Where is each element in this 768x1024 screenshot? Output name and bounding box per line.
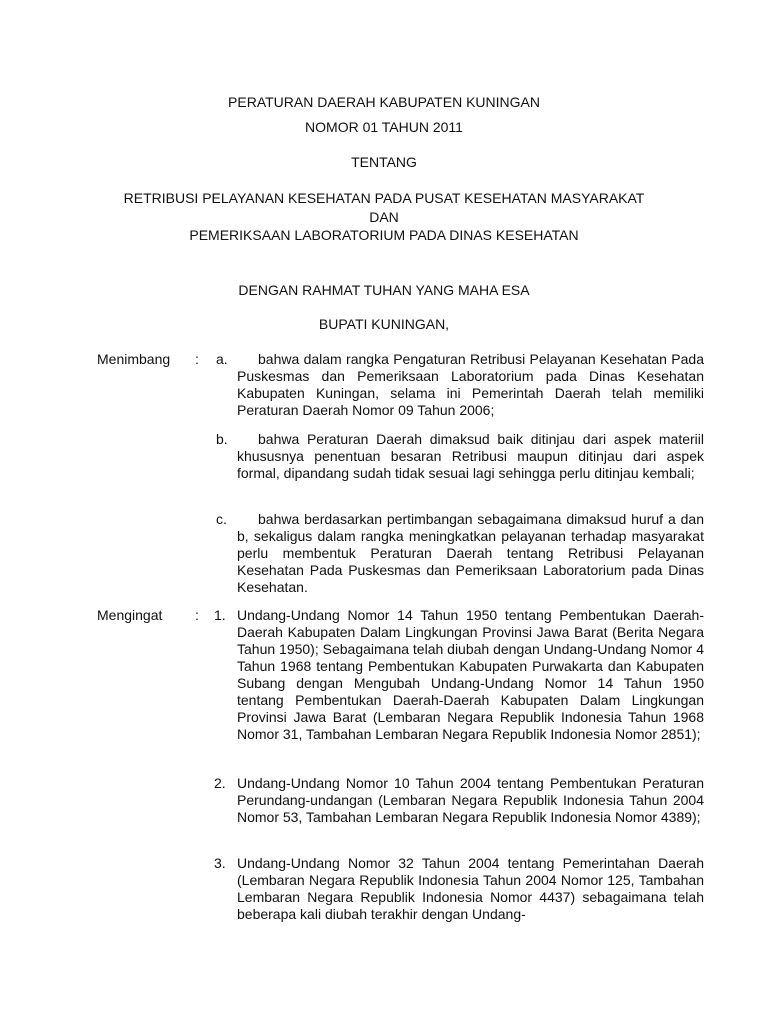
menimbang-label: Menimbang: [97, 351, 171, 367]
mengingat-marker-2: 2.: [214, 775, 226, 791]
regulation-title: PERATURAN DAERAH KABUPATEN KUNINGAN: [228, 94, 540, 110]
tentang-heading: TENTANG: [351, 154, 417, 170]
mengingat-marker-3: 3.: [214, 855, 226, 871]
menimbang-marker-a: a.: [216, 351, 228, 367]
mengingat-label: Mengingat: [97, 607, 163, 623]
regulation-number: NOMOR 01 TAHUN 2011: [305, 119, 463, 135]
menimbang-item-a: bahwa dalam rangka Pengaturan Retribusi Pelayanan Kesehatan Pada Puskesmas dan Pemeriksaan Laboratorium pada Dinas Kesehatan Kabupaten Kuningan, selama ini Pemerintah Daerah telah memiliki Peraturan Daerah Nomor 09 Tahun 2006;: [237, 351, 704, 418]
subject-line-3: PEMERIKSAAN LABORATORIUM PADA DINAS KESEHATAN: [189, 227, 579, 243]
menimbang-item-c: bahwa berdasarkan pertimbangan sebagaimana dimaksud huruf a dan b, sekaligus dalam rangka meningkatkan pelayanan terhadap masyarakat perlu membentuk Peraturan Daerah tentang Retribusi Pelayanan Kesehatan Pada Puskesmas dan Pemeriksaan Laboratorium pada Dinas Kesehatan.: [237, 511, 704, 595]
subject-line-2: DAN: [369, 209, 399, 225]
mengingat-colon: :: [195, 607, 199, 623]
menimbang-item-b: bahwa Peraturan Daerah dimaksud baik ditinjau dari aspek materiil khususnya penentuan besaran Retribusi maupun ditinjau dari aspek formal, dipandang sudah tidak sesuai lagi sehingga perlu ditinjau kembali;: [237, 431, 704, 481]
menimbang-colon: :: [195, 351, 199, 367]
mengingat-marker-1: 1.: [214, 607, 226, 623]
menimbang-marker-b: b.: [216, 431, 228, 447]
mengingat-item-2: Undang-Undang Nomor 10 Tahun 2004 tentang Pembentukan Peraturan Perundang-undangan (Lembaran Negara Republik Indonesia Tahun 2004 Nomor 53, Tambahan Lembaran Negara Republik Indonesia Nomor 4389);: [237, 775, 704, 825]
bupati-line: BUPATI KUNINGAN,: [318, 316, 450, 332]
mengingat-item-3: Undang-Undang Nomor 32 Tahun 2004 tentang Pemerintahan Daerah (Lembaran Negara Republik Indonesia Tahun 2004 Nomor 125, Tambahan Lembaran Negara Republik Indonesia Nomor 4437) sebagaimana telah beberapa kali diubah terakhir dengan Undang-: [237, 855, 704, 922]
subject-line-1: RETRIBUSI PELAYANAN KESEHATAN PADA PUSAT KESEHATAN MASYARAKAT: [123, 190, 645, 206]
rahmat-line: DENGAN RAHMAT TUHAN YANG MAHA ESA: [238, 282, 530, 298]
menimbang-marker-c: c.: [216, 511, 227, 527]
mengingat-item-1: Undang-Undang Nomor 14 Tahun 1950 tentang Pembentukan Daerah-Daerah Kabupaten Dalam Lingkungan Provinsi Jawa Barat (Berita Negara Tahun 1950); Sebagaimana telah diubah dengan Undang-Undang Nomor 4 Tahun 1968 tentang Pembentukan Kabupaten Purwakarta dan Kabupaten Subang dengan Mengubah Undang-Undang Nomor 14 Tahun 1950 tentang Pembentukan Daerah-Daerah Kabupaten Dalam Lingkungan Provinsi Jawa Barat (Lembaran Negara Republik Indonesia Tahun 1968 Nomor 31, Tambahan Lembaran Negara Republik Indonesia Nomor 2851);: [237, 607, 705, 742]
